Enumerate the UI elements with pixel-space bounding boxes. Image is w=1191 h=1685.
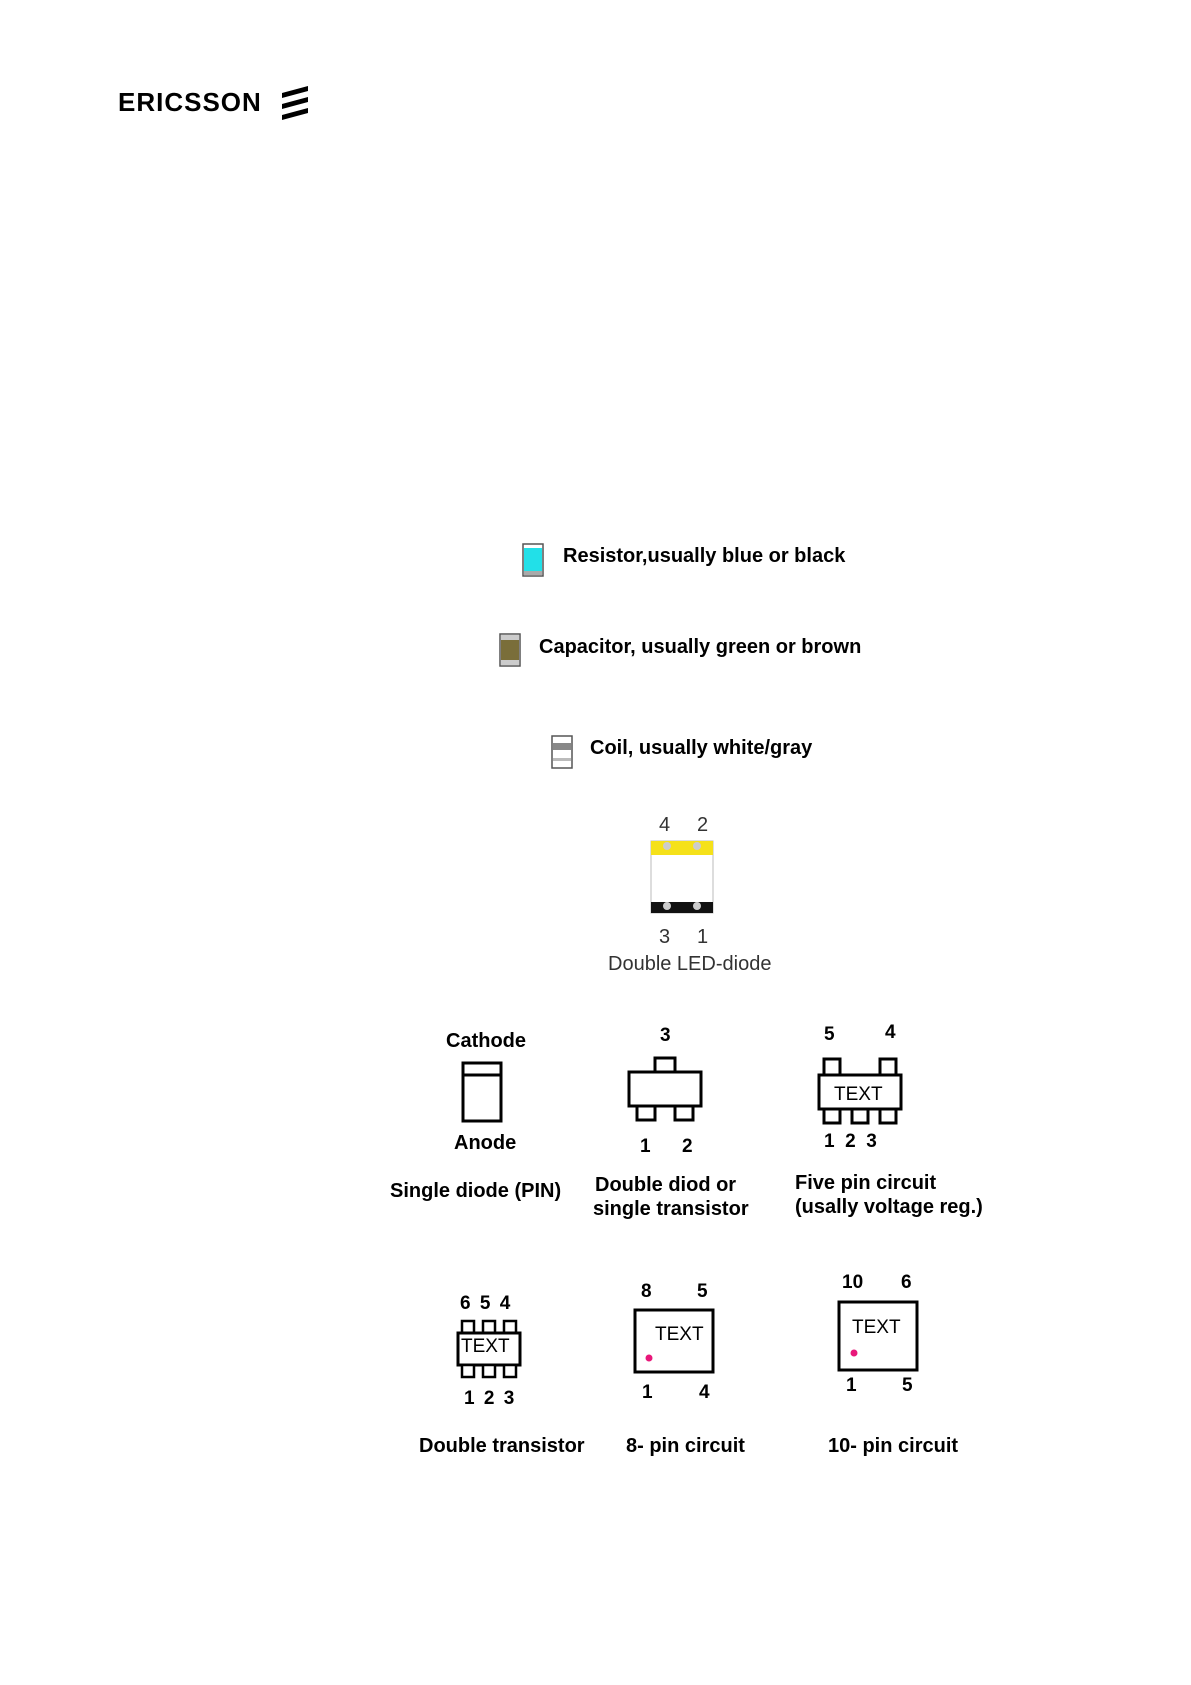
single-diode-icon (461, 1061, 503, 1123)
five-pin-caption-line2: (usally voltage reg.) (795, 1196, 983, 1218)
resistor-label: Resistor,usually blue or black (563, 545, 846, 567)
double-transistor-caption: Double transistor (419, 1435, 585, 1457)
capacitor-label: Capacitor, usually green or brown (539, 636, 862, 658)
sot23-pin-3: 3 (660, 1025, 671, 1046)
ten-pin-caption: 10- pin circuit (828, 1435, 959, 1457)
double-transistor-bottom-pins: 1 2 3 (464, 1388, 517, 1409)
sot23-caption-line1: Double diod or (595, 1174, 737, 1196)
eight-pin-caption: 8- pin circuit (626, 1435, 745, 1457)
led-pin-2: 2 (697, 814, 709, 836)
led-pin-4: 4 (659, 814, 671, 836)
led-pin-3: 3 (659, 926, 671, 948)
eight-pin-pin-4: 4 (699, 1382, 710, 1403)
sot23-caption-line2: single transistor (593, 1198, 749, 1220)
coil-icon (551, 735, 573, 769)
cathode-label: Cathode (446, 1030, 526, 1052)
five-pin-caption-line1: Five pin circuit (795, 1172, 937, 1194)
double-transistor-body-text: TEXT (461, 1336, 510, 1357)
ten-pin-pin-10: 10 (842, 1272, 864, 1293)
eight-pin-pin-5: 5 (697, 1281, 708, 1302)
sot23-icon (626, 1056, 704, 1124)
ten-pin-pin-6: 6 (901, 1272, 912, 1293)
sot23-pin-2: 2 (682, 1136, 693, 1157)
double-transistor-top-pins: 6 5 4 (460, 1293, 513, 1314)
eight-pin-body-text: TEXT (655, 1324, 704, 1345)
five-pin-body-text: TEXT (834, 1084, 883, 1105)
ericsson-logo (118, 84, 312, 120)
sot23-pin-1: 1 (640, 1136, 651, 1157)
ten-pin-body-text: TEXT (852, 1317, 901, 1338)
five-pin-pin-4: 4 (885, 1022, 896, 1043)
single-diode-caption: Single diode (PIN) (390, 1180, 562, 1202)
led-caption: Double LED-diode (608, 953, 772, 975)
led-pin-1: 1 (697, 926, 709, 948)
anode-label: Anode (454, 1132, 517, 1154)
resistor-icon (522, 543, 544, 577)
ten-pin-pin-5: 5 (902, 1375, 913, 1396)
ericsson-mark-icon (278, 84, 312, 120)
five-pin-pin-5: 5 (824, 1024, 835, 1045)
capacitor-icon (499, 633, 521, 667)
eight-pin-pin-8: 8 (641, 1281, 652, 1302)
brand-name: ERICSSON (118, 86, 262, 117)
double-led-diode-icon (650, 840, 714, 914)
ten-pin-pin-1: 1 (846, 1375, 857, 1396)
coil-label: Coil, usually white/gray (590, 737, 813, 759)
eight-pin-pin-1: 1 (642, 1382, 653, 1403)
five-pin-bottom-pins: 1 2 3 (824, 1131, 877, 1152)
